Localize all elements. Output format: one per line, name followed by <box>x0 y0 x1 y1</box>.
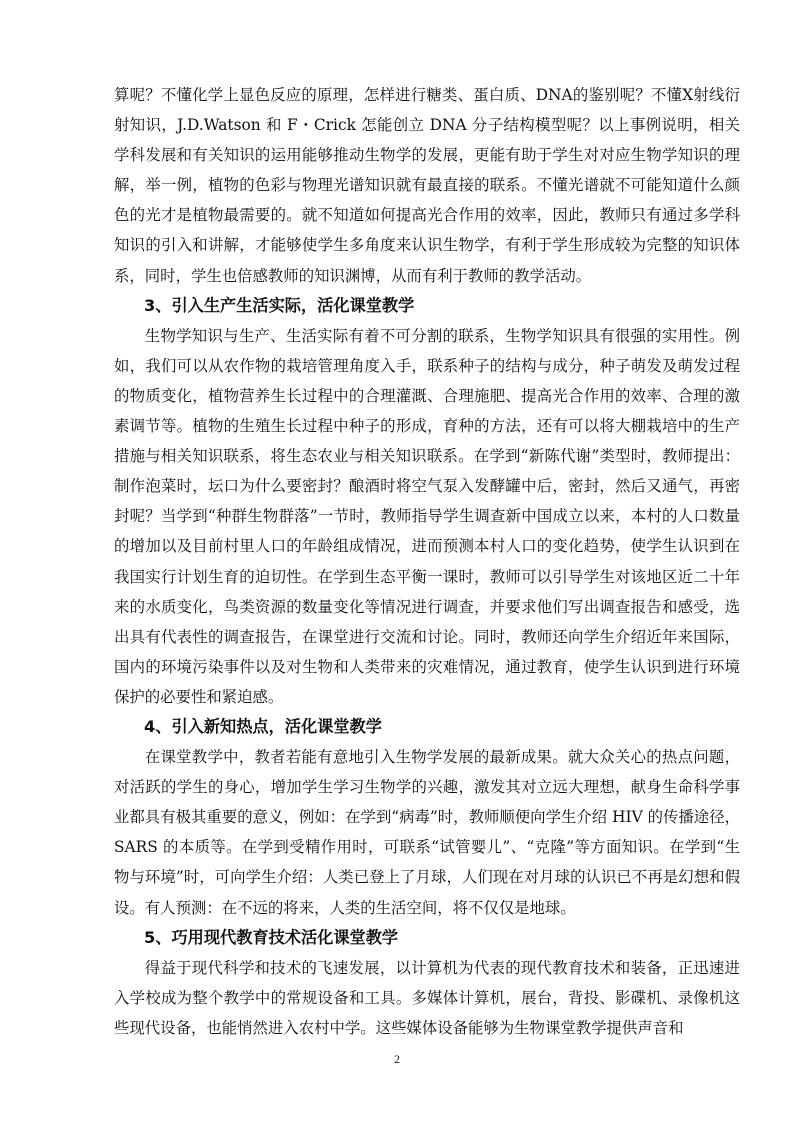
document-body <box>114 80 740 1043</box>
section-heading-5: 5、巧用现代教育技术活化课堂教学 <box>144 927 399 947</box>
paragraph-section-3: 生物学知识与生产、生活实际有着不可分割的联系，生物学知识具有很强的实用性。例如，我们可以从农作物的栽培管理角度入手，联系种子的结构与成分，种子萌发及萌发过程的物质变化，植物营养生长过程中的合理灌溉、合理施肥、提高光合作用的效率、合理的激素调节等。植物的生殖生长过程中种子的形成，育种的方法，还有可以将大棚栽培中的生产措施与相关知识联系，将生态农业与相关知识联系。在学到“新陈代谢”类型时，教师提出：制作泡菜时，坛口为什么要密封？酿酒时将空气泵入发酵罐中后，密封，然后又通气，再密封呢？当学到“种群生物群落”一节时，教师指导学生调查新中国成立以来，本村的人口数量的增加以及目前村里人口的年龄组成情况，进而预测本村人口的变化趋势，使学生认识到在我国实行计划生育的迫切性。在学到生态平衡一课时，教师可以引导学生对该地区近二十年来的水质变化，鸟类资源的数量变化等情况进行调查，并要求他们写出调查报告和感受，选出具有代表性的调查报告，在课堂进行交流和讨论。同时，教师还向学生介绍近年来国际，国内的环境污染事件以及对生物和人类带来的灾难情况，通过教育，使学生认识到进行环境保护的必要性和紧迫感。 <box>114 326 740 706</box>
page-number: 2 <box>394 1052 400 1066</box>
paragraph-section-4: 在课堂教学中，教者若能有意地引入生物学发展的最新成果。就大众关心的热点问题，对活跃的学生的身心，增加学生学习生物学的兴趣，激发其对立远大理想，献身生命科学事业都具有极其重要的意义，例如：在学到“病毒”时，教师顺便向学生介绍 HIV 的传播途径，SARS 的本质等。在学到受精作用时，可联系“试管婴儿”、“克隆”等方面知识。在学到“生物与环境”时，可向学生介绍：人类已登上了月球，人们现在对月球的认识已不再是幻想和假设。有人预测：在不远的将来，人类的生活空间，将不仅仅是地球。 <box>114 748 740 917</box>
paragraph-section-5: 得益于现代科学和技术的飞速发展，以计算机为代表的现代教育技术和装备，正迅速进入学校成为整个教学中的常规设备和工具。多媒体计算机，展台，背投、影碟机、录像机这些现代设备，也能悄然进入农村中学。这些媒体设备能够为生物课堂教学提供声音和 <box>114 958 740 1037</box>
paragraph-continued: 算呢？不懂化学上显色反应的原理，怎样进行糖类、蛋白质、DNA的鉴别呢？不懂X射线衍射知识，J.D.Watson 和 F・Crick 怎能创立 DNA 分子结构模型呢？以上事例说明，相关学科发展和有关知识的运用能够推动生物学的发展，更能有助于学生对对应生物学知识的理解，举一例，植物的色彩与物理光谱知识就有最直接的联系。不懂光谱就不可能知道什么颜色的光才是植物最需要的。就不知道如何提高光合作用的效率，因此，教师只有通过多学科知识的引入和讲解，才能够使学生多角度来认识生物学，有利于学生形成较为完整的知识体系，同时，学生也倍感教师的知识渊博，从而有利于教师的教学活动。 <box>114 86 740 285</box>
section-heading-4: 4、引入新知热点，活化课堂教学 <box>144 716 382 736</box>
section-heading-3: 3、引入生产生活实际，活化课堂教学 <box>144 295 415 315</box>
